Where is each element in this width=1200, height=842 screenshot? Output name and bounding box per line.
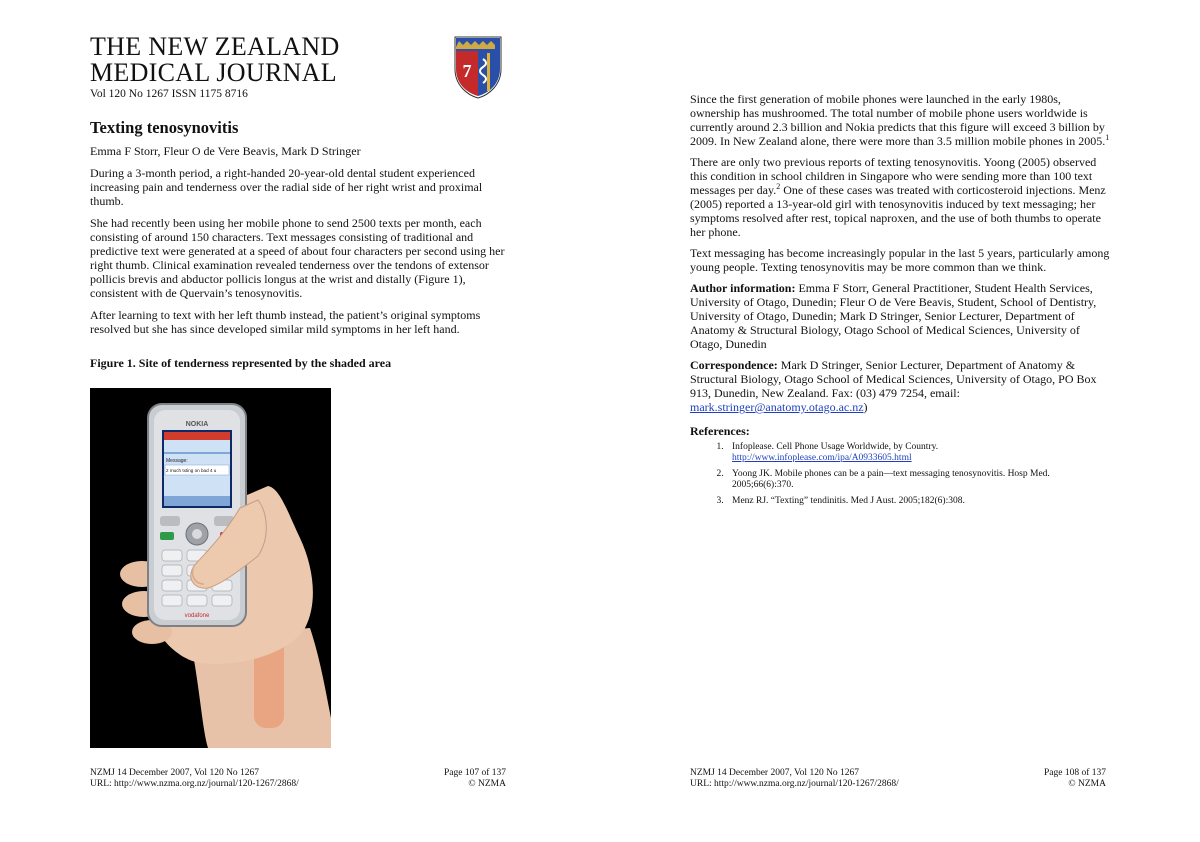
journal-title-line2: MEDICAL JOURNAL bbox=[90, 58, 337, 87]
author-information: Author information: Emma F Storr, General Practitioner, Student Health Services, University of Otago, Dunedin; Fleur O de Vere Beavis, Student, School of Dentistry, University of Otago, Dunedin; Mark D Stringer, Senior Lecturer, Department of Anatomy & Structural Biology, Otago School of Medical Sciences, University of Otago, Dunedin bbox=[690, 281, 1097, 351]
email-link[interactable]: mark.stringer@anatomy.otago.ac.nz bbox=[690, 400, 864, 414]
crest-icon bbox=[453, 35, 503, 99]
footer-citation: NZMJ 14 December 2007, Vol 120 No 1267 bbox=[90, 768, 260, 778]
paragraph-conclusion: Text messaging has become increasingly popular in the last 5 years, particularly among young people. Texting tenosynovitis may be more common than we think. bbox=[690, 246, 1110, 274]
references-heading: References: bbox=[690, 424, 750, 438]
footer-page-number: Page 107 of 137 bbox=[443, 768, 506, 778]
paragraph-previous-reports: There are only two previous reports of texting tenosynovitis. Yoong (2005) observed this condition in school children in Singapore who were sending more than 100 text messages per day.$^2$ One of these cases was treated with corticosteroid injections. Menz (2005) reported a 13-year-old girl with tenosynovitis induced by text messaging; her symptoms resolved after rest, topical naproxen, and the use of both thumbs to operate her phone. bbox=[690, 155, 1106, 239]
reference-2: 2. Yoong JK. Mobile phones can be a pain—text messaging tenosynovitis. Hosp Med. 2005;66(6):370. bbox=[726, 469, 1110, 491]
footer-citation: NZMJ 14 December 2007, Vol 120 No 1267 bbox=[690, 768, 860, 778]
footer-page-number: Page 108 of 137 bbox=[1043, 768, 1106, 778]
journal-volume: Vol 120 No 1267 ISSN 1175 8716 bbox=[90, 88, 248, 100]
phone-brand: NOKIA bbox=[185, 421, 209, 428]
footer-copyright: © NZMA bbox=[468, 779, 506, 789]
citation-1[interactable]: 1 bbox=[1105, 133, 1110, 142]
figure-caption: Figure 1. Site of tenderness represented by the shaded area bbox=[90, 356, 392, 370]
reference-1: 1. Infoplease. Cell Phone Usage Worldwide, by Country. http://www.infoplease.com/ipa/A0933605.html bbox=[726, 442, 1110, 464]
footer-copyright: © NZMA bbox=[1068, 779, 1106, 789]
figure-1-photo bbox=[90, 388, 331, 748]
hand-with-phone-illustration bbox=[90, 388, 331, 748]
svg-text:7: 7 bbox=[462, 61, 472, 81]
paragraph-case-history: She had recently been using her mobile phone to send 2500 texts per month, each consisting of around 150 characters. Text messages consisting of traditional and predictive text were generated at a speed of about four characters per second using her right thumb. Clinical examination revealed tenderness over the tendons of extensor pollicis brevis and abductor pollicis longus at the wrist and distally (Figure 1), consistent with de Quervain’s tenosynovitis. bbox=[90, 216, 505, 300]
journal-title-line1: THE NEW ZEALAND bbox=[90, 32, 340, 61]
phone-screen-label: Message: bbox=[166, 458, 188, 464]
article-title: Texting tenosynovitis bbox=[90, 118, 239, 137]
mobile-phone bbox=[148, 404, 246, 626]
page-108 bbox=[600, 0, 1200, 842]
reference-1-link[interactable]: http://www.infoplease.com/ipa/A0933605.html bbox=[732, 453, 912, 463]
footer-url: URL: http://www.nzma.org.nz/journal/120-1267/2868/ bbox=[90, 779, 299, 789]
journal-masthead bbox=[90, 34, 510, 100]
citation-2[interactable]: 2 bbox=[776, 182, 781, 191]
article-body-left bbox=[90, 166, 510, 344]
phone-screen-text: 2 much txting on bad 4 u bbox=[166, 468, 217, 473]
reference-3: 3. Menz RJ. “Texting” tendinitis. Med J Aust. 2005;182(6):308. bbox=[726, 496, 1110, 507]
paragraph-background: Since the first generation of mobile phones were launched in the early 1980s, ownership has mushroomed. The total number of mobile phone users worldwide is currently around 2.3 billion and Nokia predicts that this figure will exceed 3 billion by 2009. In New Zealand alone, there were more than 3.5 million mobile phones in 2005.$^1$ bbox=[690, 92, 1110, 148]
phone-operator: vodafone bbox=[184, 613, 210, 619]
correspondence: Correspondence: Mark D Stringer, Senior Lecturer, Department of Anatomy & Structural Biology, Otago School of Medical Sciences, University of Otago, PO Box 913, Dunedin, New Zealand. Fax: (03) 479 7254, email: mark.stringer@anatomy.otago.ac.nz) bbox=[690, 358, 1097, 414]
paragraph-case-intro: During a 3-month period, a right-handed 20-year-old dental student experienced increasing pain and tenderness over the radial side of her right wrist and proximal thumb. bbox=[90, 166, 483, 208]
article-body-right bbox=[690, 92, 1110, 512]
article-authors: Emma F Storr, Fleur O de Vere Beavis, Mark D Stringer bbox=[90, 144, 361, 158]
paragraph-case-outcome: After learning to text with her left thumb instead, the patient’s original symptoms resolved but she has since developed similar mild symptoms in her left hand. bbox=[90, 308, 481, 336]
footer-url: URL: http://www.nzma.org.nz/journal/120-1267/2868/ bbox=[690, 779, 899, 789]
references-list bbox=[690, 442, 1110, 507]
